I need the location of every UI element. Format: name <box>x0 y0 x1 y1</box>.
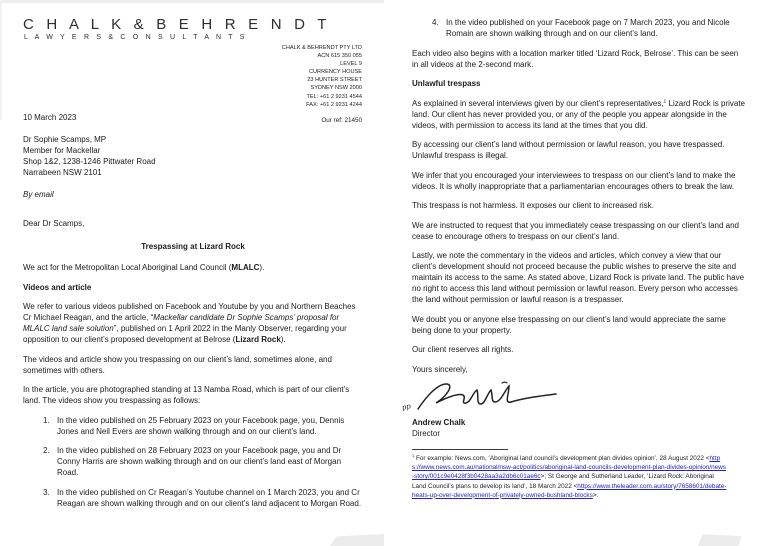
address-line: CURRENCY HOUSE <box>308 69 362 76</box>
list-text: In the video published on 28 February 2023 on your Facebook page, you and Dr Conny Harris are shown walking through and on our client’s land east of Morgan Road. <box>57 446 342 477</box>
list-item-1 <box>23 415 363 437</box>
closing: Yours sincerely, <box>412 364 468 374</box>
letter-body-page-2 <box>401 17 746 439</box>
letter-body-page-1 <box>23 112 363 517</box>
paragraph-we-refer: We refer to various videos published on Facebook and Youtube by you and Northern Beaches Cr Michael Reagan, and the article, “Mackellar candidate Dr Sophie Scamps’ proposal for MLALC land sale solution”, published on 1 April 2022 in the Manly Observer, regarding your opposition to our client’s proposed development at Belrose (Lizard Rock). <box>23 302 356 344</box>
our-ref: Our ref: 21450 <box>321 116 362 124</box>
footnote <box>412 449 728 500</box>
signer-title: Director <box>412 428 441 438</box>
scan-edge-corner <box>330 534 384 546</box>
list-item-2 <box>23 445 363 478</box>
list-number: 1. <box>43 415 50 425</box>
list-text: In the video published on Cr Reagan’s Youtube channel on 1 March 2023, you and Cr Reagan are shown walking through and on our client’s land adjacent to Morgan Road. <box>57 487 362 508</box>
recipient-line: Narrabeen NSW 2101 <box>23 168 102 177</box>
paragraph-we-are-instructed: We are instructed to request that you immediately cease trespassing on our client’s land and cease to encourage others to trespass on our client’s land. <box>412 220 739 241</box>
footnote-link[interactable]: https://www.theleader.com.au/story/7658601/debate-heats-up-over-development-of-privately-owned-bushland-blocks <box>412 482 727 499</box>
paragraph-location-marker: Each video also begins with a location marker titled ‘Lizard Rock, Belrose’. This can be seen in all videos at the 2-second mark. <box>412 48 739 69</box>
footnote-link[interactable]: https://www.news.com.au/national/nsw-act/politics/aboriginal-land-councils-development-plan-divides-opinion/news-story/001c9e0428f3b0428aa3a2db6c01ae6c <box>412 455 727 481</box>
firm-name: C H A L K & B E H R E N D T <box>23 16 331 33</box>
list-text: In the video published on 25 February 2023 on your Facebook page, you, Dennis Jones and Neil Evers are shown walking through and on our client’s land. <box>57 415 345 436</box>
list-item-3 <box>23 487 363 509</box>
recipient-block <box>23 134 363 178</box>
signature-icon <box>414 377 574 415</box>
recipient-line: Member for Mackellar <box>23 146 101 155</box>
address-line: CHALK & BEHRENDT PTY LTD <box>281 45 362 51</box>
address-line: FAX: +61 2 9231 4244 <box>306 101 362 108</box>
paragraph-we-doubt: We doubt you or anyone else trespassing on our client’s land would appreciate the same being done to your property. <box>412 314 726 335</box>
letter-page-2 <box>384 0 768 546</box>
heading-videos-and-article: Videos and article <box>23 282 92 292</box>
address-line: ACN 615 350 055 <box>317 53 362 60</box>
paragraph-lastly: Lastly, we note the commentary in the videos and articles, which convey a view that our client’s development should not proceed because the public wishes to preserve the site and maintain its access to the same. As stated above, Lizard Rock is private land. The public have no right to access this land without permission or lawful reason. Every person who accesses the land without permission or lawful reason is a trespasser. <box>412 251 745 304</box>
signature-pp: pp <box>401 401 412 412</box>
paragraph-videos-show: The videos and article show you trespassing on our client’s land, sometimes alone, and sometimes with others. <box>23 354 332 375</box>
paragraph-by-accessing: By accessing our client’s land without permission or lawful reason, you have trespassed. Unlawful trespass is illegal. <box>412 140 725 160</box>
delivery-method: By email <box>23 190 54 199</box>
recipient-line: Dr Sophie Scamps, MP <box>23 135 107 144</box>
paragraph-we-act: We act for the Metropolitan Local Aboriginal Land Council (MLALC). <box>23 263 265 272</box>
address-line: TEL: +61 2 9231 4544 <box>306 93 362 100</box>
paragraph-we-infer: We infer that you encouraged your interviewees to trespass on our client’s land to make the videos. It is wholly inappropriate that a parliamentarian encourages others to break the law. <box>412 170 736 191</box>
firm-tagline: L A W Y E R S & C O N S U L T A N T S <box>24 34 248 41</box>
paragraph-in-the-article: In the article, you are photographed standing at 13 Namba Road, which is part of our client’s land. The videos show you trespassing as follows: <box>23 385 350 405</box>
list-item-4 <box>412 17 746 39</box>
scan-edge-top <box>0 0 384 3</box>
footnote-text: $^1$ For example: News.com, ‘Aboriginal land council’s development plan divides opinion’, 28 August 2022 <https://www.news.com.au/national/nsw-act/politics/aboriginal-land-councils-development-plan-divides-opinion/news-story/001c9e0428f3b0428aa3a2db6c01ae6c>; St George and Sutherland Leader, ‘Lizard Rock: Aboriginal Land Council’s plans to develop its land’, 18 March 2022 <https://www.theleader.com.au/story/7658601/debate-heats-up-over-development-of-privately-owned-bushland-blocks>. <box>412 452 727 499</box>
address-line: LEVEL 9 <box>340 61 362 68</box>
footnote-separator <box>412 449 508 450</box>
salutation: Dear Dr Scamps, <box>23 219 85 228</box>
list-text: In the video published on your Facebook page on 7 March 2023, you and Nicole Romain are shown walking through and on our client’s land. <box>446 18 730 38</box>
signature-block <box>401 377 746 415</box>
signer-name: Andrew Chalk <box>412 417 466 427</box>
subject-line: Trespassing at Lizard Rock <box>141 242 245 251</box>
scan-edge-left <box>0 0 2 120</box>
paragraph-reserves-rights: Our client reserves all rights. <box>412 345 514 354</box>
heading-unlawful-trespass: Unlawful trespass <box>412 79 481 88</box>
paragraph-not-harmless: This trespass is not harmless. It exposes our client to increased risk. <box>412 201 654 210</box>
scan-edge-corner <box>698 532 744 546</box>
list-number: 2. <box>43 446 50 455</box>
address-line: SYDNEY NSW 2000 <box>310 85 362 92</box>
address-line: 23 HUNTER STREET <box>307 77 362 84</box>
recipient-line: Shop 1&2, 1238-1246 Pittwater Road <box>23 157 156 166</box>
letter-date: 10 March 2023 <box>23 113 77 122</box>
paragraph-as-explained: As explained in several interviews given by our client’s representatives,$^1$ Lizard Rock is private land. Our client has never provided you, or any of the people you appear alongside in the videos, with permission to access its land at the times that you did. <box>412 98 746 130</box>
list-number: 4. <box>432 18 439 27</box>
list-number: 3. <box>43 487 50 497</box>
